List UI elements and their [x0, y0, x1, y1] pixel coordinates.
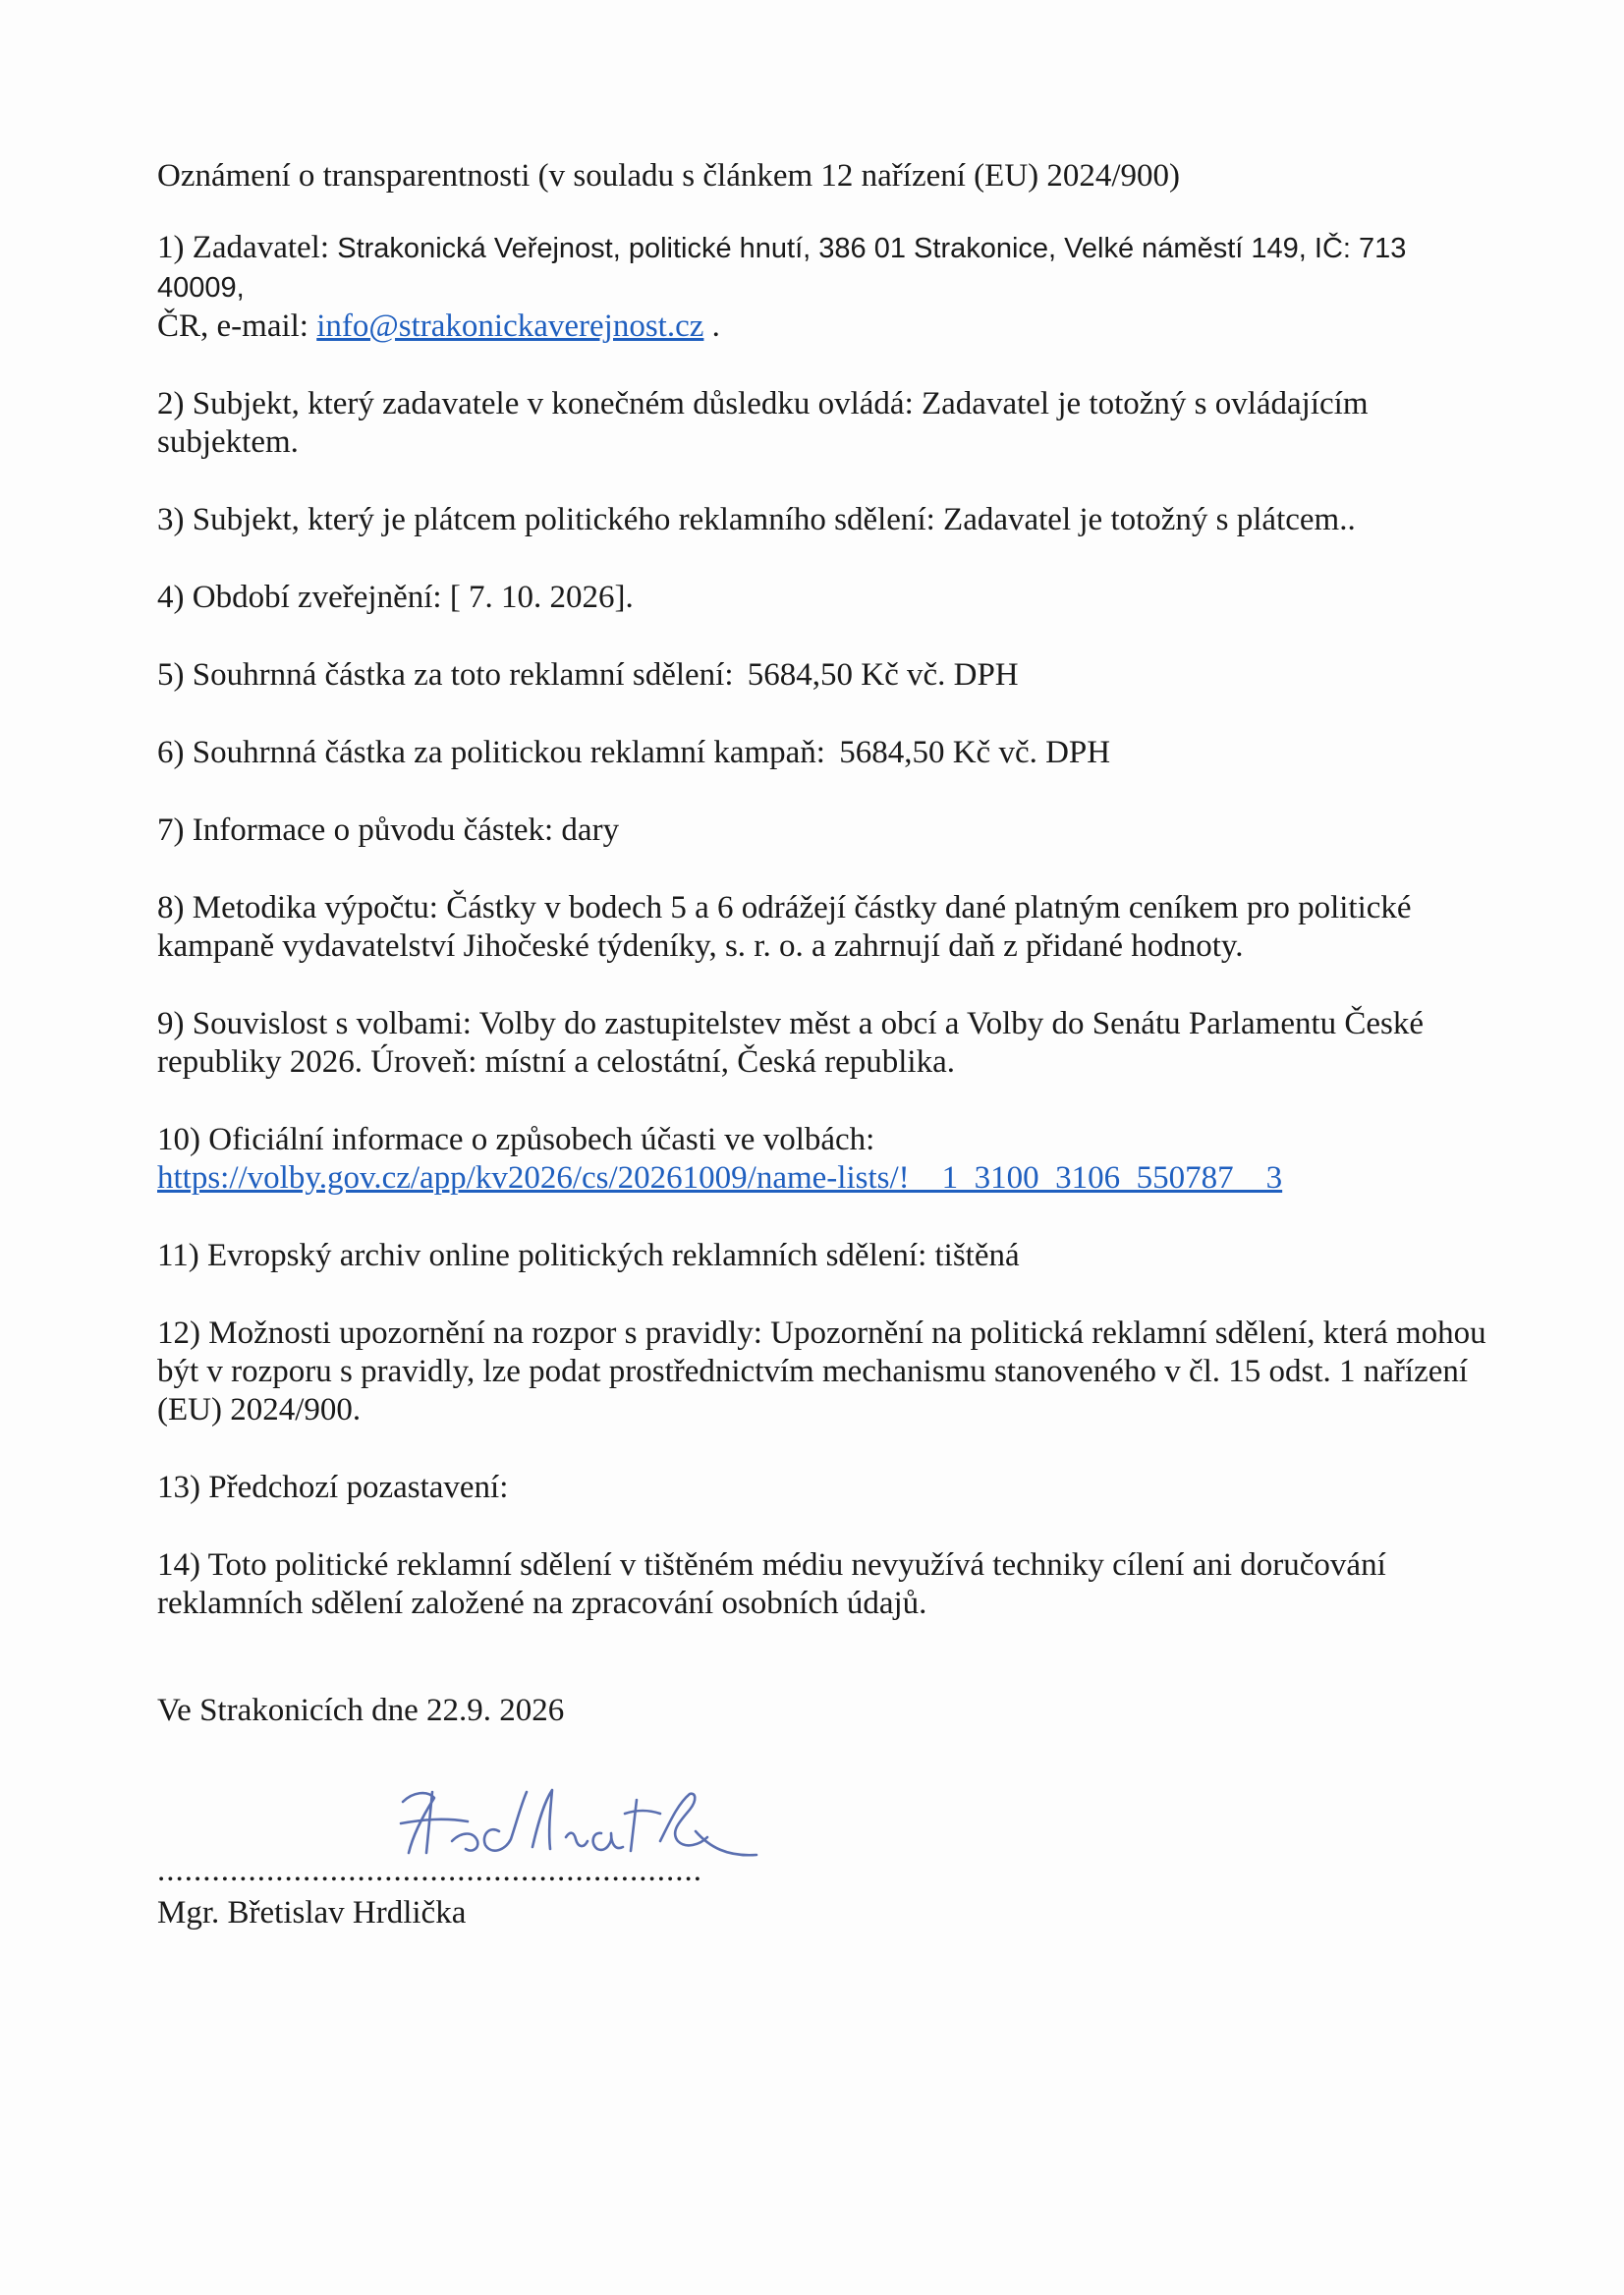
email-link[interactable]: info@strakonickaverejnost.cz — [316, 308, 704, 344]
election-info-link[interactable]: https://volby.gov.cz/app/kv2026/cs/20261009/name-lists/!__1_3100_3106_550787__3 — [157, 1160, 1283, 1196]
item-1-contracting-authority — [157, 229, 1493, 346]
item-2-controlling-entity: 2) Subjekt, který zadavatele v konečném důsledku ovládá: Zadavatel je totožný s ovládajícím subjektem. — [157, 386, 1369, 460]
place-and-date: Ve Strakonicích dne 22.9. 2026 — [157, 1693, 565, 1728]
item-11-european-archive: 11) Evropský archiv online politických reklamních sdělení: tištěná — [157, 1238, 1020, 1273]
item-9-election-link: 9) Souvislost s volbami: Volby do zastupitelstev měst a obcí a Volby do Senátu Parlamentu České republiky 2026. Úroveň: místní a celostátní, Česká republika. — [157, 1006, 1425, 1080]
item-6-label: 6) Souhrnná částka za politickou reklamní kampaň: — [157, 735, 825, 770]
signature-strokes — [401, 1790, 756, 1855]
item-3-payer: 3) Subjekt, který je plátcem politického reklamního sdělení: Zadavatel je totožný s plátcem.. — [157, 502, 1356, 537]
item-10-official-info — [157, 1121, 1493, 1198]
item-6-campaign-amount — [157, 734, 1493, 772]
item-12-complaints: 12) Možnosti upozornění na rozpor s pravidly: Upozornění na politická reklamní sdělení, která mohou být v rozporu s pravidly, lze podat prostřednictvím mechanismu stanoveného v čl. 15 odst. 1 nařízení (EU) 2024/900. — [157, 1315, 1486, 1427]
item-14-targeting-statement: 14) Toto politické reklamní sdělení v tištěném médiu nevyužívá techniky cílení ani doručování reklamních sdělení založené na zpracování osobních údajů. — [157, 1547, 1386, 1621]
signature-block — [157, 1763, 845, 1890]
item-5-message-amount — [157, 656, 1493, 695]
signature-line: ............................................................ — [157, 1853, 702, 1888]
item-1-country-email-label: ČR, e-mail: — [157, 308, 308, 344]
item-6-amount: 5684,50 Kč vč. DPH — [839, 735, 1111, 770]
item-8-calculation-method: 8) Metodika výpočtu: Částky v bodech 5 a 6 odrážejí částky dané platným ceníkem pro politické kampaně vydavatelství Jihočeské týdeníky, s. r. o. a zahrnují daň z přidané hodnoty. — [157, 890, 1412, 964]
item-1-suffix: . — [711, 308, 720, 344]
item-5-amount: 5684,50 Kč vč. DPH — [747, 657, 1019, 693]
document-title: Oznámení o transparentnosti (v souladu s článkem 12 nařízení (EU) 2024/900) — [157, 158, 1181, 194]
item-4-publication-period: 4) Období zveřejnění: [ 7. 10. 2026]. — [157, 580, 634, 615]
item-13-previous-suspension: 13) Předchozí pozastavení: — [157, 1470, 509, 1505]
item-1-entity: Strakonická Veřejnost, politické hnutí, 386 01 Strakonice, Velké náměstí 149, IČ: 713 40009, — [157, 233, 1407, 304]
signer-name: Mgr. Břetislav Hrdlička — [157, 1895, 467, 1931]
item-5-label: 5) Souhrnná částka za toto reklamní sdělení: — [157, 657, 734, 693]
transparency-notice — [157, 157, 1493, 1965]
item-7-origin-of-amounts: 7) Informace o původu částek: dary — [157, 812, 620, 848]
item-1-prefix: 1) Zadavatel: — [157, 230, 329, 265]
item-10-label: 10) Oficiální informace o způsobech účasti ve volbách: — [157, 1122, 875, 1157]
